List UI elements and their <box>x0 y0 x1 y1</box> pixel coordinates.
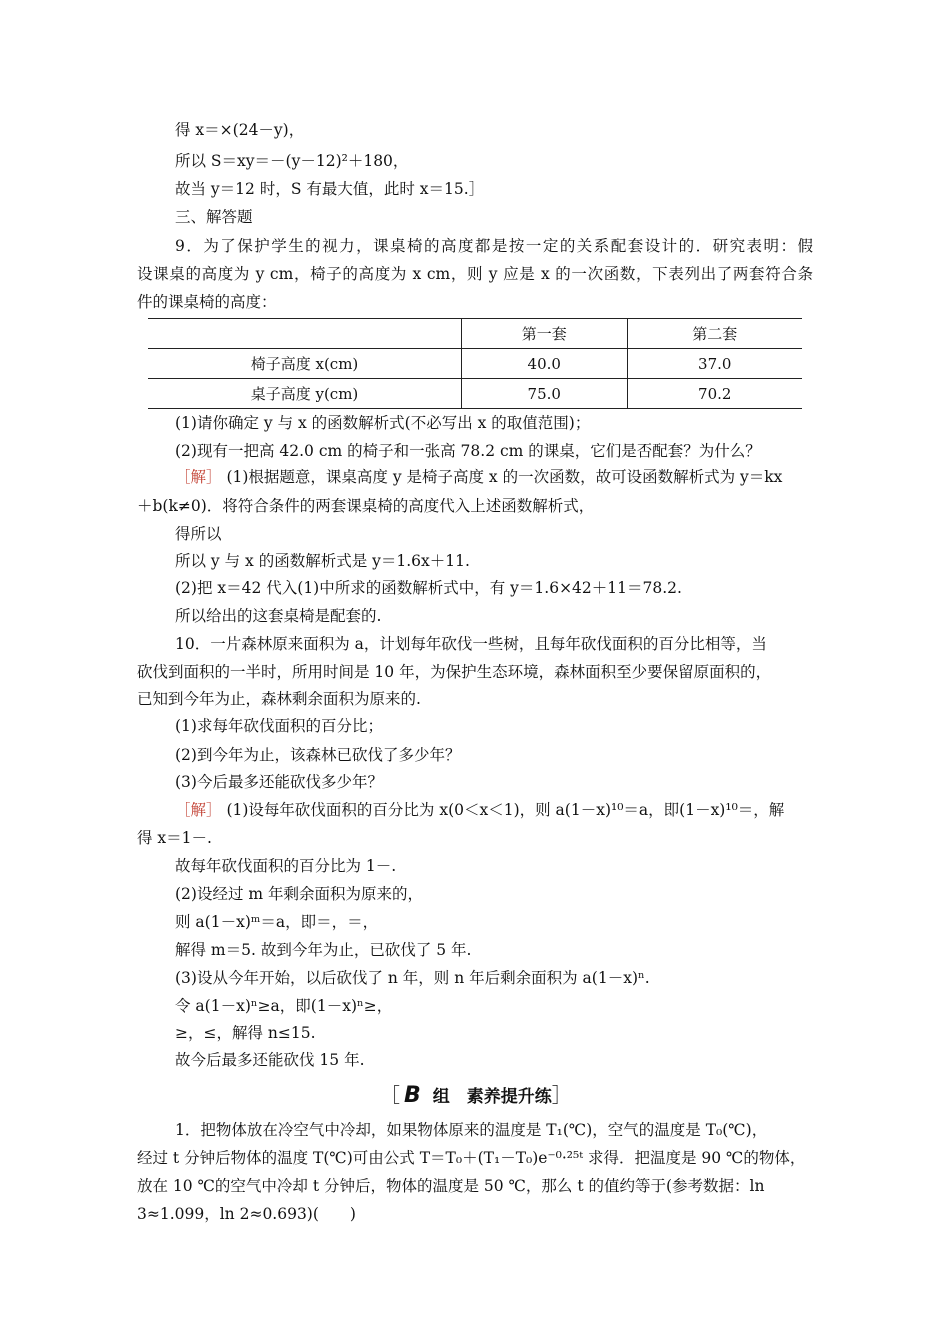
solution-text: (1)根据题意，课桌高度 y 是椅子高度 x 的一次函数，故可设函数解析式为 y＝kx <box>221 468 783 486</box>
text-line: 得 x＝×(24－y)， <box>175 121 305 139</box>
solution-line: 则 a(1－x)ᵐ＝a，即＝，＝， <box>175 913 379 931</box>
table-header-cell <box>148 319 462 349</box>
solution-line: 故今后最多还能砍伐 15 年. <box>175 1051 365 1069</box>
solution-line: 得 x＝1－. <box>137 829 212 847</box>
solution-line: (2)把 x＝42 代入(1)中所求的函数解析式中，有 y＝1.6×42＋11＝78.2. <box>175 579 682 597</box>
solution-line <box>175 800 784 820</box>
table-cell: 桌子高度 y(cm) <box>148 379 462 409</box>
solution-tag: ［解］ <box>175 468 222 486</box>
text-line: 故当 y＝12 时，S 有最大值，此时 x＝15.］ <box>175 180 485 198</box>
section-b-heading <box>380 1080 572 1110</box>
question-9-part: (2)现有一把高 42.0 cm 的椅子和一张高 78.2 cm 的课桌，它们是否配套？为什么？ <box>175 442 761 460</box>
question-9-line: 9．为了保护学生的视力，课桌椅的高度都是按一定的关系配套设计的．研究表明：假 <box>175 237 813 255</box>
question-b1-line: 经过 t 分钟后物体的温度 T(℃)可由公式 T＝T₀＋(T₁－T₀)e⁻⁰·²⁵ᵗ 求得．把温度是 90 ℃的物体， <box>137 1149 806 1167</box>
table-cell: 37.0 <box>627 349 802 379</box>
table-header-row <box>148 319 802 349</box>
question-9-part: (1)请你确定 y 与 x 的函数解析式(不必写出 x 的取值范围)； <box>175 414 591 432</box>
table-cell: 70.2 <box>627 379 802 409</box>
solution-line: ≥，≤，解得 n≤15. <box>175 1024 316 1042</box>
solution-line: (3)设从今年开始，以后砍伐了 n 年，则 n 年后剩余面积为 a(1－x)ⁿ. <box>175 969 650 987</box>
table-header-cell: 第二套 <box>627 319 802 349</box>
solution-text: (1)设每年砍伐面积的百分比为 x(0＜x＜1)，则 a(1－x)¹⁰＝a，即(1－x)¹⁰＝，解 <box>221 801 785 819</box>
right-bracket: ］ <box>551 1083 572 1107</box>
solution-line: 令 a(1－x)ⁿ≥a，即(1－x)ⁿ≥， <box>175 997 393 1015</box>
solution-line <box>175 467 782 487</box>
table-cell: 40.0 <box>462 349 628 379</box>
solution-line: 解得 m＝5. 故到今年为止，已砍伐了 5 年. <box>175 941 472 959</box>
solution-line: ＋b(k≠0)．将符合条件的两套课桌椅的高度代入上述函数解析式， <box>137 497 595 515</box>
question-10-part: (1)求每年砍伐面积的百分比； <box>175 717 383 735</box>
question-9-line: 设课桌的高度为 y cm，椅子的高度为 x cm，则 y 应是 x 的一次函数，下表列出了两套符合条 <box>137 265 813 283</box>
question-10-line: 10．一片森林原来面积为 a，计划每年砍伐一些树，且每年砍伐面积的百分比相等，当 <box>175 635 767 653</box>
question-b1-line: 1．把物体放在冷空气中冷却，如果物体原来的温度是 T₁(℃)，空气的温度是 T₀(℃)， <box>175 1121 768 1139</box>
section-heading: 三、解答题 <box>175 208 253 226</box>
solution-line: 故每年砍伐面积的百分比为 1－. <box>175 857 397 875</box>
table-cell: 75.0 <box>462 379 628 409</box>
solution-line: (2)设经过 m 年剩余面积为原来的， <box>175 885 424 903</box>
group-letter: B <box>404 1083 421 1108</box>
solution-tag: ［解］ <box>175 801 222 819</box>
question-9-line: 件的课桌椅的高度： <box>137 293 277 311</box>
question-10-part: (2)到今年为止，该森林已砍伐了多少年？ <box>175 746 461 764</box>
question-b1-line: 3≈1.099，ln 2≈0.693)( ) <box>137 1205 356 1223</box>
left-bracket: ［ <box>380 1083 400 1107</box>
text-line: 所以 S＝xy＝－(y－12)²＋180， <box>175 152 409 170</box>
question-10-part: (3)今后最多还能砍伐多少年？ <box>175 773 383 791</box>
question-10-line: 已知到今年为止，森林剩余面积为原来的. <box>137 690 421 708</box>
solution-line: 所以给出的这套桌椅是配套的. <box>175 607 382 625</box>
table-row <box>148 349 802 379</box>
section-title: 组 素养提升练 <box>432 1087 552 1107</box>
question-10-line: 砍伐到面积的一半时，所用时间是 10 年，为保护生态环境，森林面积至少要保留原面积的， <box>137 663 772 681</box>
solution-line: 得所以 <box>175 525 222 543</box>
desk-chair-table <box>148 318 802 409</box>
question-b1-line: 放在 10 ℃的空气中冷却 t 分钟后，物体的温度是 50 ℃，那么 t 的值约等于(参考数据：ln <box>137 1177 765 1195</box>
solution-line: 所以 y 与 x 的函数解析式是 y＝1.6x＋11. <box>175 552 470 570</box>
table-row <box>148 379 802 409</box>
table-cell: 椅子高度 x(cm) <box>148 349 462 379</box>
table-header-cell: 第一套 <box>462 319 628 349</box>
